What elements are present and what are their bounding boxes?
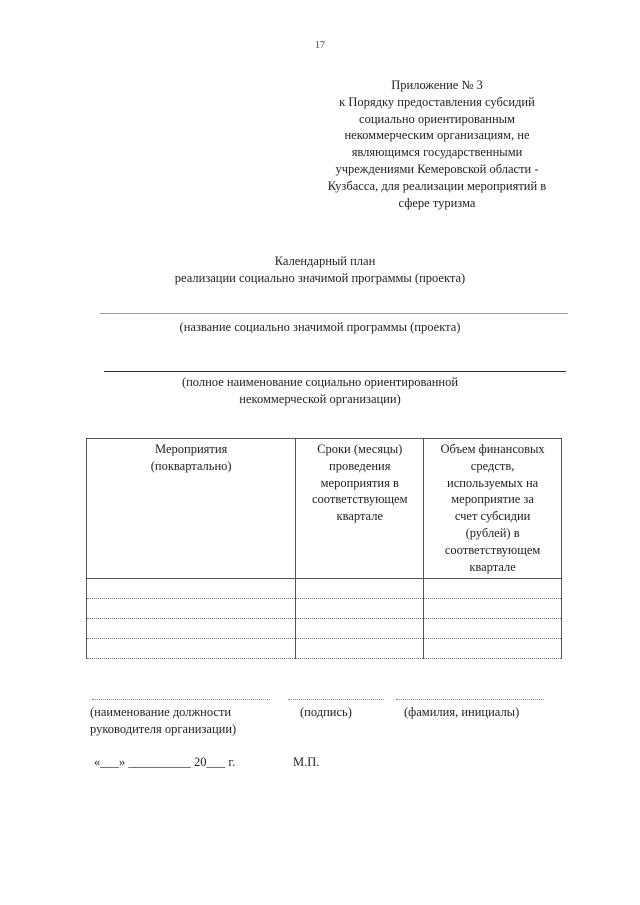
calendar-plan-table	[86, 438, 562, 659]
header-text: средств,	[470, 458, 515, 473]
annex-line: учреждениями Кемеровской области -	[335, 161, 539, 176]
header-text: Мероприятия	[155, 442, 228, 456]
annex-line: некоммерческим организациям, не	[344, 128, 530, 143]
table-cell[interactable]	[296, 579, 424, 599]
annex-line: сфере туризма	[398, 195, 476, 210]
table-cell[interactable]	[424, 639, 562, 659]
name-blank-line[interactable]	[396, 699, 544, 700]
program-name-blank-line[interactable]	[100, 313, 568, 314]
header-text: соответствующем	[312, 492, 408, 507]
header-text: мероприятия в	[320, 475, 399, 490]
header-text: квартале	[469, 559, 516, 574]
header-events	[87, 439, 296, 579]
table-cell[interactable]	[87, 579, 296, 599]
annex-line: социально ориентированным	[359, 111, 515, 126]
header-text: квартале	[336, 509, 384, 524]
table-cell[interactable]	[87, 619, 296, 639]
table-cell[interactable]	[296, 599, 424, 619]
table-header-row	[87, 439, 562, 579]
position-caption-line-2: руководителя организации)	[90, 722, 237, 736]
table-cell[interactable]	[424, 619, 562, 639]
document-title	[0, 253, 640, 287]
position-caption	[90, 704, 236, 738]
table-row	[87, 639, 562, 659]
table-cell[interactable]	[87, 599, 296, 619]
header-text: соответствующем	[444, 542, 541, 557]
table-row	[87, 619, 562, 639]
header-text: Объем финансовых	[440, 442, 545, 456]
stamp-place: М.П.	[293, 755, 320, 769]
table-cell[interactable]	[296, 639, 424, 659]
header-text: счет субсидии	[454, 509, 531, 524]
header-funding	[424, 439, 562, 579]
table-cell[interactable]	[424, 599, 562, 619]
annex-line: Приложение № 3	[391, 78, 483, 92]
table-cell[interactable]	[296, 619, 424, 639]
title-line-1: Календарный план	[274, 254, 376, 268]
organization-name-caption	[0, 374, 640, 408]
table-cell[interactable]	[87, 639, 296, 659]
page-number: 17	[315, 40, 325, 51]
table-cell[interactable]	[424, 579, 562, 599]
program-name-caption: (название социально значимой программы (проекта)	[179, 320, 461, 334]
header-text: используемых на	[447, 475, 539, 490]
table-row	[87, 579, 562, 599]
header-text: (рублей) в	[465, 525, 520, 540]
position-caption-line-1: (наименование должности	[90, 705, 232, 719]
header-timing	[296, 439, 424, 579]
organization-name-blank-line[interactable]	[104, 371, 566, 372]
position-blank-line[interactable]	[92, 699, 270, 700]
org-caption-line-1: (полное наименование социально ориентированной	[181, 375, 459, 389]
date-field[interactable]: «___» __________ 20___ г.	[94, 755, 236, 769]
signature-caption: (подпись)	[300, 705, 352, 719]
annex-line: к Порядку предоставления субсидий	[339, 94, 535, 109]
header-text: (поквартально)	[150, 458, 232, 473]
annex-line: Кузбасса, для реализации мероприятий в	[327, 178, 547, 193]
signature-blank-line[interactable]	[288, 699, 384, 700]
annex-header	[292, 77, 582, 211]
header-text: Сроки (месяцы)	[317, 442, 403, 456]
annex-line: являющимся государственными	[351, 145, 523, 160]
name-caption: (фамилия, инициалы)	[404, 705, 520, 719]
org-caption-line-2: некоммерческой организации)	[239, 392, 401, 406]
header-text: мероприятие за	[451, 492, 534, 507]
table-row	[87, 599, 562, 619]
title-line-2: реализации социально значимой программы (проекта)	[174, 271, 466, 285]
header-text: проведения	[329, 458, 391, 473]
